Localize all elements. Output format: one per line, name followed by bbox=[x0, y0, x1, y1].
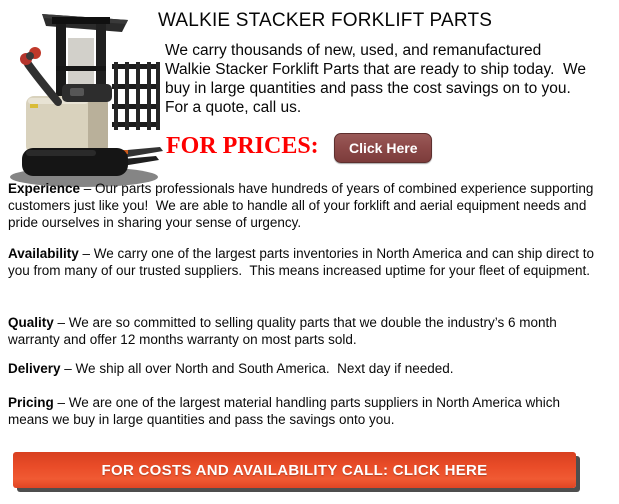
for-prices-label: FOR PRICES: bbox=[166, 133, 319, 159]
intro-paragraph bbox=[165, 41, 586, 117]
delivery-section bbox=[8, 360, 604, 377]
experience-text: – Our parts professionals have hundreds of years of combined experience supporting customers just like you! We are able to handle all of your forklift and aerial equipment needs and pride ourselves in sharing your sense of urgency. bbox=[8, 181, 598, 230]
quality-heading: Quality bbox=[8, 315, 54, 330]
intro-line: We carry thousands of new, used, and remanufactured bbox=[165, 42, 542, 59]
delivery-text: – We ship all over North and South America. Next day if needed. bbox=[60, 361, 454, 376]
experience-heading: Experience bbox=[8, 181, 81, 196]
costs-availability-banner-button[interactable] bbox=[13, 452, 576, 488]
availability-text: – We carry one of the largest parts inventories in North America and can ship direct to you from many of our trusted suppliers. This means increased uptime for your fleet of equipment. bbox=[8, 246, 598, 278]
intro-line: buy in large quantities and pass the cost savings on to you. bbox=[165, 80, 571, 97]
availability-section bbox=[8, 245, 604, 279]
page-title: WALKIE STACKER FORKLIFT PARTS bbox=[158, 10, 493, 31]
availability-heading: Availability bbox=[8, 246, 79, 261]
quality-section bbox=[8, 314, 604, 348]
quality-text: – We are so committed to selling quality parts that we double the industry’s 6 month warranty and offer 12 months warranty on most parts sold. bbox=[8, 315, 561, 347]
pricing-section bbox=[8, 394, 604, 428]
experience-section bbox=[8, 180, 604, 231]
pricing-heading: Pricing bbox=[8, 395, 54, 410]
walkie-stacker-image bbox=[6, 4, 166, 190]
intro-line: For a quote, call us. bbox=[165, 99, 302, 116]
pricing-text: – We are one of the largest material handling parts suppliers in North America which means we buy in large quantities and pass the savings onto you. bbox=[8, 395, 564, 427]
intro-line: Walkie Stacker Forklift Parts that are ready to ship today. We bbox=[165, 61, 586, 78]
click-here-button[interactable]: Click Here bbox=[334, 133, 432, 163]
banner-label: FOR COSTS AND AVAILABILITY CALL: CLICK HERE bbox=[101, 461, 488, 479]
delivery-heading: Delivery bbox=[8, 361, 61, 376]
